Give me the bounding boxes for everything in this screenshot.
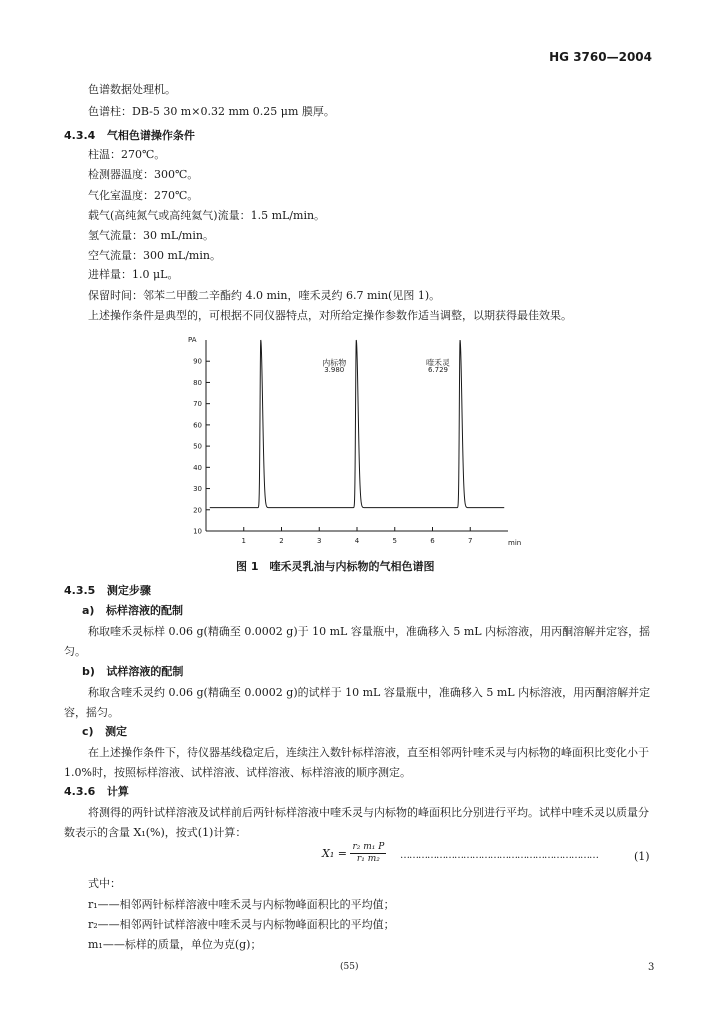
definition-r1: r₁——相邻两针标样溶液中喹禾灵与内标物峰面积比的平均值； (88, 898, 395, 911)
paragraph-c: 在上述操作条件下，待仪器基线稳定后，连续注入数针标样溶液，直至相邻两针喹禾灵与内标物的峰面积比变化小于 1.0%时，按照标样溶液、试样溶液、试样溶液、标样溶液的顺序测定。 (64, 746, 649, 779)
section-4-3-6-heading (64, 783, 129, 799)
condition-vaporizer-temp: 气化室温度：270℃。 (88, 189, 199, 202)
section-4-3-4-heading (64, 127, 195, 143)
x-tick-label: 6 (430, 537, 435, 545)
formula-denominator: r₁ m₂ (356, 854, 380, 864)
definition-r2: r₂——相邻两针试样溶液中喹禾灵与内标物峰面积比的平均值； (88, 918, 395, 931)
condition-injection: 进样量：1.0 μL。 (88, 268, 179, 281)
page-number: 3 (648, 962, 655, 973)
intro-line-1: 色谱数据处理机。 (88, 83, 176, 96)
condition-carrier-gas: 载气(高纯氮气或高纯氦气)流量：1.5 mL/min。 (88, 209, 326, 222)
section-title: 计算 (106, 785, 129, 798)
subsection-a-heading (82, 602, 183, 618)
footer-sequence: (55) (340, 962, 359, 972)
x-tick-label: 2 (279, 537, 284, 545)
section-4-3-5-heading (64, 582, 151, 598)
subsection-label: b) (82, 665, 95, 678)
subsection-b-heading (82, 663, 183, 679)
peak-retention-label: 3.980 (324, 365, 345, 374)
y-tick-label: 80 (193, 378, 202, 387)
section-number: 4.3.6 (64, 785, 96, 798)
chromatogram-chart (168, 328, 528, 553)
intro-line-2: 色谱柱：DB-5 30 m×0.32 mm 0.25 μm 膜厚。 (88, 105, 335, 118)
standard-code: HG 3760—2004 (549, 50, 652, 64)
condition-column-temp: 柱温：270℃。 (88, 148, 166, 161)
section-title: 气相色谱操作条件 (106, 129, 195, 142)
y-axis-label: PA (188, 336, 197, 344)
y-tick-label: 30 (193, 485, 202, 494)
y-tick-label: 10 (193, 527, 202, 536)
where-label: 式中： (88, 877, 121, 890)
x-tick-label: 1 (241, 537, 246, 545)
section-title: 测定步骤 (106, 584, 151, 597)
peak-retention-label: 6.729 (427, 365, 449, 374)
peak-label: 内标物 (322, 358, 347, 368)
subsection-c-heading (82, 723, 127, 739)
subsection-label: a) (82, 604, 95, 617)
formula-fraction (350, 842, 386, 865)
formula (322, 842, 386, 865)
x-tick-label: 3 (317, 537, 322, 545)
y-tick-label: 20 (193, 506, 202, 515)
formula-number: (1) (634, 850, 650, 863)
paragraph-a: 称取喹禾灵标样 0.06 g(精确至 0.0002 g)于 10 mL 容量瓶中，准确移入 5 mL 内标溶液，用丙酮溶解并定容，摇匀。 (64, 625, 651, 658)
subsection-title: 试样溶液的配制 (106, 665, 184, 678)
condition-air: 空气流量：300 mL/min。 (88, 249, 221, 262)
condition-retention: 保留时间：邻苯二甲酸二辛酯约 4.0 min，喹禾灵约 6.7 min(见图 1)。 (88, 289, 441, 302)
formula-lhs: X₁ = (322, 847, 347, 860)
subsection-title: 测定 (105, 725, 128, 738)
y-tick-label: 50 (193, 442, 202, 451)
paragraph-b: 称取含喹禾灵约 0.06 g(精确至 0.0002 g)的试样于 10 mL 容量瓶中，准确移入 5 mL 内标溶液，用丙酮溶解并定容，摇匀。 (64, 686, 651, 719)
section-number: 4.3.4 (64, 129, 96, 142)
x-axis-label: min (508, 539, 522, 547)
figure-caption: 图 1 喹禾灵乳油与内标物的气相色谱图 (236, 560, 435, 573)
subsection-title: 标样溶液的配制 (105, 604, 183, 617)
y-tick-label: 70 (193, 400, 202, 409)
y-tick-label: 60 (193, 421, 202, 430)
definition-m1: m₁——标样的质量，单位为克(g)； (88, 938, 262, 951)
condition-hydrogen: 氢气流量：30 mL/min。 (88, 229, 214, 242)
formula-numerator: r₂ m₁ P (352, 842, 385, 852)
section-number: 4.3.5 (64, 584, 96, 597)
x-tick-label: 7 (468, 537, 473, 545)
condition-detector-temp: 检测器温度：300℃。 (88, 168, 199, 181)
subsection-label: c) (82, 725, 94, 738)
y-tick-label: 90 (193, 357, 202, 366)
y-tick-label: 40 (193, 463, 202, 472)
peak-label: 喹禾灵 (426, 358, 451, 368)
paragraph-calculation: 将测得的两针试样溶液及试样前后两针标样溶液中喹禾灵与内标物的峰面积比分别进行平均。试样中喹禾灵以质量分数表示的含量 X₁(%)，按式(1)计算： (64, 806, 649, 839)
chromatogram-trace (210, 340, 504, 508)
formula-leader-dots: ………………………………………………………… (400, 850, 598, 861)
x-tick-label: 5 (392, 537, 397, 545)
condition-note: 上述操作条件是典型的，可根据不同仪器特点，对所给定操作参数作适当调整，以期获得最佳效果。 (88, 309, 572, 322)
x-tick-label: 4 (354, 537, 360, 545)
